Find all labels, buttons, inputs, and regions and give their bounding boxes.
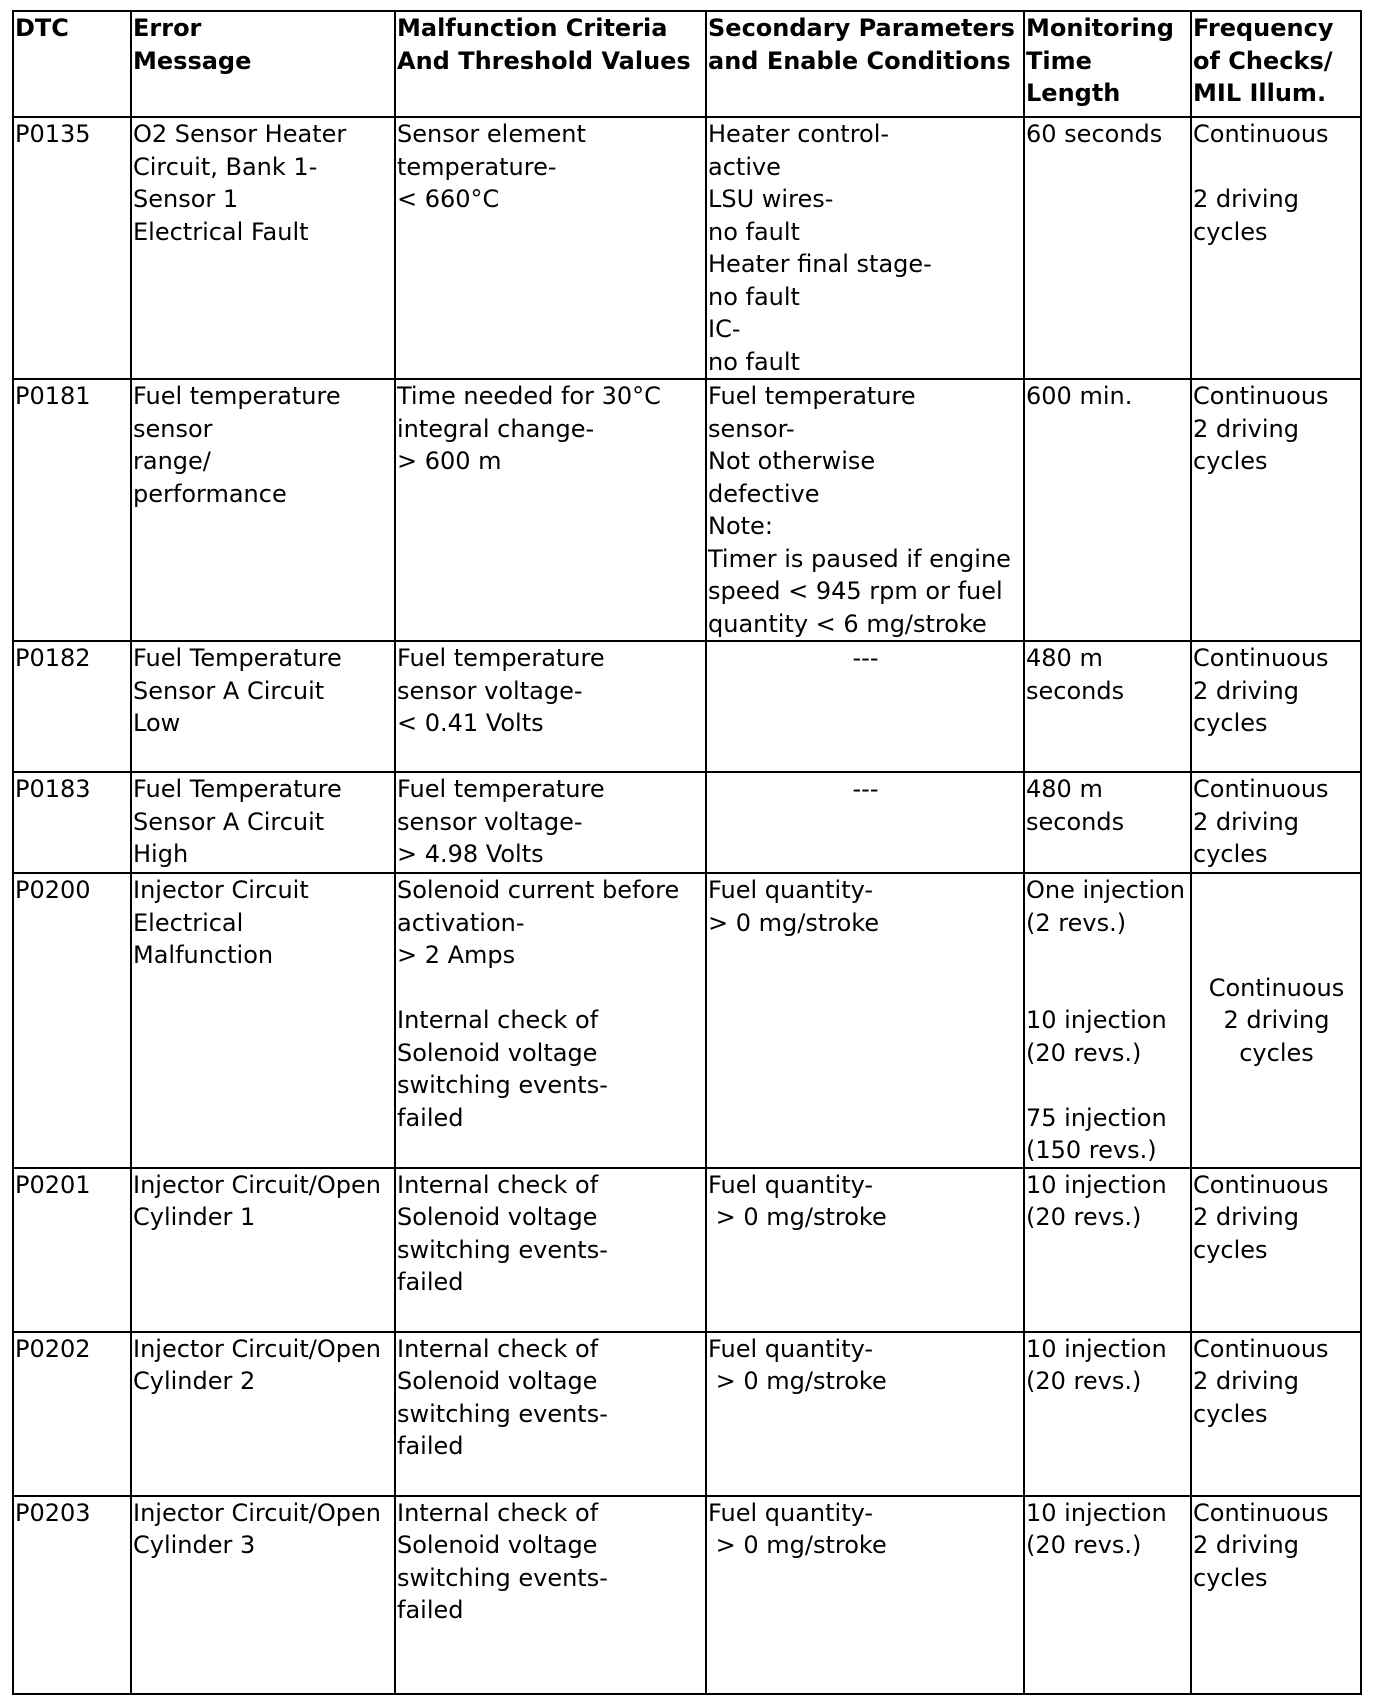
header-error-message: Error Message (131, 11, 395, 117)
cell-frequency: Continuous 2 driving cycles (1191, 1332, 1361, 1496)
cell-secondary-parameters: Heater control- active LSU wires- no fault Heater final stage- no fault IC- no fault (706, 117, 1024, 379)
header-dtc: DTC (13, 11, 131, 117)
cell-error-message: Fuel Temperature Sensor A Circuit Low (131, 641, 395, 772)
header-secondary-parameters: Secondary Parameters and Enable Conditions (706, 11, 1024, 117)
cell-frequency: Continuous 2 driving cycles (1191, 772, 1361, 873)
cell-malfunction-criteria: Internal check of Solenoid voltage switching events- failed (395, 1168, 706, 1332)
table-row (13, 873, 1361, 1168)
cell-error-message: Fuel Temperature Sensor A Circuit High (131, 772, 395, 873)
cell-error-message: Injector Circuit/Open Cylinder 1 (131, 1168, 395, 1332)
cell-error-message: Injector Circuit Electrical Malfunction (131, 873, 395, 1168)
header-malfunction-criteria: Malfunction Criteria And Threshold Values (395, 11, 706, 117)
cell-malfunction-criteria: Fuel temperature sensor voltage- < 0.41 Volts (395, 641, 706, 772)
cell-malfunction-criteria: Time needed for 30°C integral change- > 600 m (395, 379, 706, 641)
cell-monitoring-time: 10 injection (20 revs.) (1024, 1168, 1191, 1332)
cell-malfunction-criteria: Sensor element temperature- < 660°C (395, 117, 706, 379)
cell-monitoring-time: 10 injection (20 revs.) (1024, 1332, 1191, 1496)
cell-secondary-parameters: --- (706, 772, 1024, 873)
table-row (13, 379, 1361, 641)
cell-secondary-parameters: Fuel quantity- > 0 mg/stroke (706, 873, 1024, 1168)
cell-secondary-parameters: Fuel quantity- > 0 mg/stroke (706, 1168, 1024, 1332)
table-header-row (13, 11, 1361, 117)
table-row (13, 1168, 1361, 1332)
cell-secondary-parameters: --- (706, 641, 1024, 772)
header-frequency: Frequency of Checks/ MIL Illum. (1191, 11, 1361, 117)
table-row (13, 772, 1361, 873)
cell-error-message: O2 Sensor Heater Circuit, Bank 1- Sensor 1 Electrical Fault (131, 117, 395, 379)
cell-monitoring-time: 10 injection (20 revs.) (1024, 1496, 1191, 1694)
cell-dtc: P0181 (13, 379, 131, 641)
cell-monitoring-time: 480 m seconds (1024, 641, 1191, 772)
cell-malfunction-criteria: Fuel temperature sensor voltage- > 4.98 Volts (395, 772, 706, 873)
cell-error-message: Injector Circuit/Open Cylinder 2 (131, 1332, 395, 1496)
table-row (13, 117, 1361, 379)
cell-error-message: Injector Circuit/Open Cylinder 3 (131, 1496, 395, 1694)
cell-frequency: Continuous 2 driving cycles (1191, 873, 1361, 1168)
header-monitoring-time: Monitoring Time Length (1024, 11, 1191, 117)
cell-dtc: P0203 (13, 1496, 131, 1694)
cell-secondary-parameters: Fuel temperature sensor- Not otherwise defective Note: Timer is paused if engine speed < 945 rpm or fuel quantity < 6 mg/stroke (706, 379, 1024, 641)
cell-frequency: Continuous 2 driving cycles (1191, 641, 1361, 772)
table-row (13, 641, 1361, 772)
cell-frequency: Continuous 2 driving cycles (1191, 379, 1361, 641)
cell-dtc: P0135 (13, 117, 131, 379)
cell-dtc: P0182 (13, 641, 131, 772)
cell-error-message: Fuel temperature sensor range/ performance (131, 379, 395, 641)
cell-frequency: Continuous 2 driving cycles (1191, 1168, 1361, 1332)
cell-dtc: P0202 (13, 1332, 131, 1496)
cell-frequency: Continuous 2 driving cycles (1191, 1496, 1361, 1694)
cell-frequency: Continuous 2 driving cycles (1191, 117, 1361, 379)
table-row (13, 1496, 1361, 1694)
cell-malfunction-criteria: Solenoid current before activation- > 2 Amps Internal check of Solenoid voltage switching events- failed (395, 873, 706, 1168)
cell-malfunction-criteria: Internal check of Solenoid voltage switching events- failed (395, 1496, 706, 1694)
cell-malfunction-criteria: Internal check of Solenoid voltage switching events- failed (395, 1332, 706, 1496)
cell-monitoring-time: 600 min. (1024, 379, 1191, 641)
cell-dtc: P0201 (13, 1168, 131, 1332)
cell-monitoring-time: One injection (2 revs.) 10 injection (20 revs.) 75 injection (150 revs.) (1024, 873, 1191, 1168)
cell-monitoring-time: 480 m seconds (1024, 772, 1191, 873)
cell-dtc: P0183 (13, 772, 131, 873)
document-page (12, 10, 1362, 1695)
cell-secondary-parameters: Fuel quantity- > 0 mg/stroke (706, 1496, 1024, 1694)
dtc-table (12, 10, 1362, 1695)
cell-secondary-parameters: Fuel quantity- > 0 mg/stroke (706, 1332, 1024, 1496)
cell-dtc: P0200 (13, 873, 131, 1168)
cell-monitoring-time: 60 seconds (1024, 117, 1191, 379)
table-row (13, 1332, 1361, 1496)
